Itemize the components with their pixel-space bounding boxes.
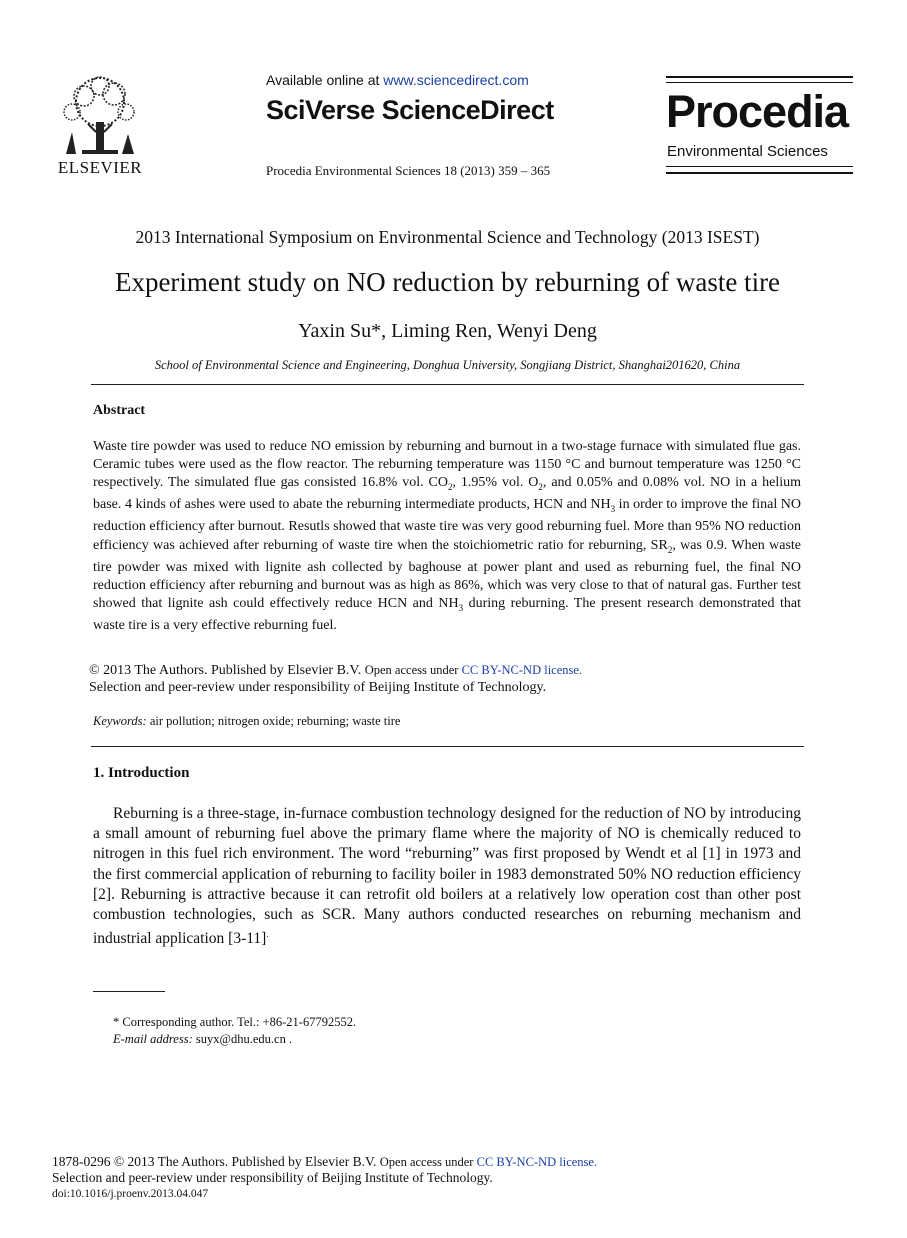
platform-name: SciVerse ScienceDirect <box>266 95 554 125</box>
journal-logo-rule-top <box>666 76 853 78</box>
paper-title: Experiment study on NO reduction by reburning of waste tire <box>114 267 781 297</box>
conference-name: 2013 International Symposium on Environmental Science and Technology (2013 ISEST) <box>135 227 760 247</box>
corresponding-author-note: * Corresponding author. Tel.: +86-21-67792552. <box>113 1015 357 1029</box>
available-prefix: Available online at <box>266 72 384 88</box>
affiliation: School of Environmental Science and Engineering, Donghua University, Songjiang District, Shanghai201620, China <box>154 358 741 372</box>
section-heading-introduction: 1. Introduction <box>93 765 190 781</box>
divider-bottom <box>91 746 804 747</box>
available-online-line <box>266 72 529 88</box>
journal-logo-rule-bottom-thin <box>666 166 853 167</box>
footnote-rule <box>93 991 165 992</box>
journal-logo-rule-bottom <box>666 172 853 174</box>
sciencedirect-link[interactable]: www.sciencedirect.com <box>383 72 529 88</box>
footer-doi[interactable]: doi:10.1016/j.proenv.2013.04.047 <box>52 1188 209 1200</box>
journal-logo-title: Procedia <box>666 86 849 137</box>
abstract-heading: Abstract <box>93 403 146 418</box>
journal-logo-rule-top-thin <box>666 82 853 83</box>
email-note: E-mail address: suyx@dhu.edu.cn . <box>113 1032 293 1046</box>
license-link[interactable]: CC BY-NC-ND license. <box>461 663 583 677</box>
keywords: Keywords: air pollution; nitrogen oxide; reburning; waste tire <box>93 714 401 728</box>
introduction-text: Reburning is a three-stage, in-furnace combustion technology designed for the reduction of NO by introducing a small amount of reburning fuel above the primary flame where the majority of NO is chemically reduced to nitrogen in this fuel rich environment. The word “reburning” was first proposed by Wendt et al [1] in 1973 and the first commercial application of reburning to facility boiler in 1983 demonstrated 50% NO reduction efficiency [2]. Reburning is attractive because it can retrofit old boilers at a relatively low operation cost than other post combustion technologies, such as SCR. Many authors conducted researches on reburning mechanism and industrial application [3-11]. <box>93 805 801 948</box>
copyright-block: © 2013 The Authors. Published by Elsevier B.V. Open access under CC BY-NC-ND license. Selection and peer-review under responsibility of Beijing Institute of Technology. <box>89 663 583 695</box>
elsevier-wordmark: ELSEVIER <box>57 158 143 177</box>
journal-citation: Procedia Environmental Sciences 18 (2013) 359 – 365 <box>266 163 551 178</box>
author-list: Yaxin Su*, Liming Ren, Wenyi Deng <box>298 320 597 342</box>
footer-license-link[interactable]: CC BY-NC-ND license. <box>476 1155 598 1169</box>
footer-peer-review: Selection and peer-review under responsibility of Beijing Institute of Technology. <box>52 1170 493 1185</box>
divider-top <box>91 384 804 385</box>
footer-copyright: 1878-0296 © 2013 The Authors. Published by Elsevier B.V. Open access under CC BY-NC-ND license. <box>52 1154 598 1169</box>
journal-logo-subtitle: Environmental Sciences <box>667 143 828 160</box>
abstract-text: Waste tire powder was used to reduce NO emission by reburning and burnout in a two-stage furnace with simulated flue gas. Ceramic tubes were used as the flow reactor. The reburning temperature was 1150 °C and burnout temperature was 1250 °C respectively. The simulated flue gas consisted 16.8% vol. $CO_2$, 1.95% vol. $O_2$, and 0.05% and 0.08% vol. NO in a helium base. 4 kinds of ashes were used to abate the reburning intermediate products, HCN and $NH_3$ in order to improve the final NO reduction efficiency after burnout. Resutls showed that waste tire was very good reburning fuel. More than 95% NO reduction efficiency was achieved after reburning of waste tire when the stoichiometric ratio for reburning, $SR_2$, was 0.9. When waste tire powder was mixed with lignite ash collected by baghouse at power plant and used as reburning fuel, the final NO reduction efficiency after reburning and burnout was as high as 86%, which was very close to that of natural gas. Further test showed that lignite ash could effectively reduce HCN and $NH_3$ during reburning. The present research demonstrated that waste tire is a very effective reburning fuel. <box>93 439 802 634</box>
